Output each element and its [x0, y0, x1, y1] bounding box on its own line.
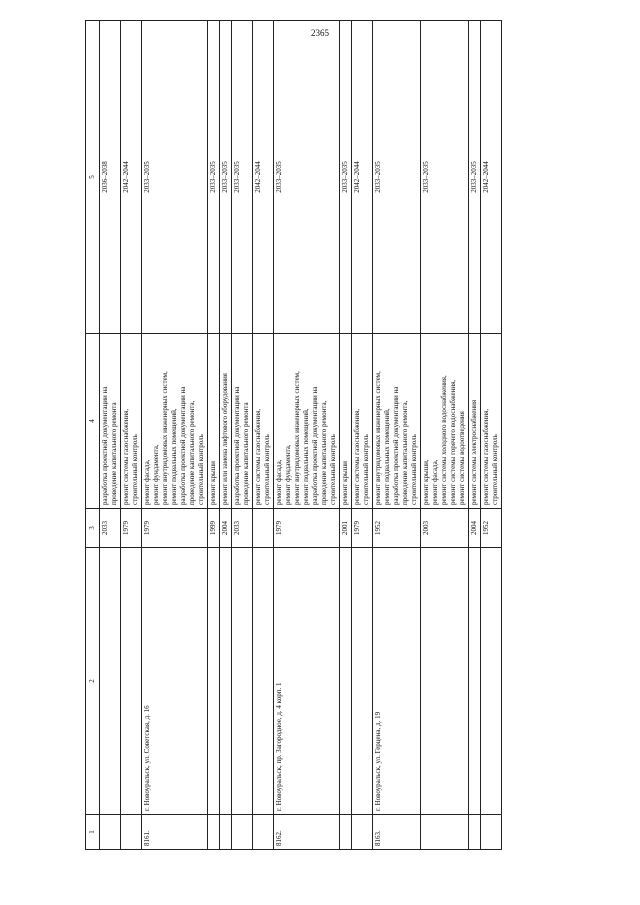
work-description-cell-line: ремонт или замена лифтового оборудования [221, 373, 229, 505]
address-cell [373, 548, 421, 815]
period-cell-line: 2033–2035 [422, 161, 430, 193]
work-description-cell [421, 334, 469, 509]
work-description-cell-line: строительный контроль [491, 434, 499, 505]
table-row [121, 21, 142, 850]
page-number: 2365 [311, 28, 329, 38]
table-row [481, 21, 502, 850]
year-cell [373, 509, 421, 548]
year-cell [253, 509, 274, 548]
address-cell [274, 548, 340, 815]
work-description-cell-line: ремонт системы газоснабжения, [482, 408, 490, 505]
row-number [121, 815, 142, 850]
header-col-4: 4 [86, 334, 100, 509]
period-cell [142, 21, 208, 334]
table-row [373, 21, 421, 850]
capital-repair-table [85, 20, 502, 850]
work-description-cell-line: ремонт системы газоснабжения, [122, 408, 130, 505]
work-description-cell-line: строительный контроль [410, 434, 418, 505]
address-cell [253, 548, 274, 815]
rotated-table-container [85, 20, 590, 850]
row-number [220, 815, 232, 850]
period-cell-line: 2033–2035 [470, 161, 478, 193]
period-cell-line: 2033–2035 [209, 161, 217, 193]
address-cell [469, 548, 481, 815]
address-cell [421, 548, 469, 815]
work-description-cell-line: ремонт подвальных помещений, [302, 408, 310, 505]
period-cell-line: 2033–2035 [341, 161, 349, 193]
period-cell [253, 21, 274, 334]
work-description-cell [253, 334, 274, 509]
row-number [421, 815, 469, 850]
year-cell-line: 2033 [233, 521, 241, 535]
period-cell [340, 21, 352, 334]
period-cell [352, 21, 373, 334]
period-cell-line: 2042–2044 [254, 161, 262, 193]
header-col-3: 3 [86, 509, 100, 548]
work-description-cell-line: ремонт фундамента, [284, 444, 292, 505]
year-cell-line: 2001 [341, 521, 349, 535]
header-col-1: 1 [86, 815, 100, 850]
period-cell-line: 2042–2044 [353, 161, 361, 193]
work-description-cell [220, 334, 232, 509]
row-number [481, 815, 502, 850]
work-description-cell [373, 334, 421, 509]
period-cell-line: 2033–2035 [275, 161, 283, 193]
year-cell-line: 1979 [143, 521, 151, 535]
year-cell-line: 2003 [422, 521, 430, 535]
work-description-cell-line: строительный контроль [329, 434, 337, 505]
row-number-line: 8163. [374, 830, 382, 846]
work-description-cell-line: строительный контроль [197, 434, 205, 505]
year-cell [208, 509, 220, 548]
year-cell-line: 2033 [101, 521, 109, 535]
period-cell [220, 21, 232, 334]
row-number [469, 815, 481, 850]
work-description-cell-line: ремонт фундамента, [152, 444, 160, 505]
year-cell [220, 509, 232, 548]
work-description-cell-line: ремонт крыши, [422, 459, 430, 505]
table-row [142, 21, 208, 850]
work-description-cell-line: разработка проектной документации на [101, 386, 109, 505]
period-cell-line: 2033–2035 [374, 161, 382, 193]
row-number [373, 815, 421, 850]
row-number [340, 815, 352, 850]
work-description-cell [340, 334, 352, 509]
address-cell-line: г. Новоуральск, ул. Герцена, д. 19 [374, 711, 382, 811]
year-cell-line: 1952 [482, 521, 490, 535]
work-description-cell-line: строительный контроль [131, 434, 139, 505]
work-description-cell-line: проведение капитального ремонта [110, 402, 118, 505]
work-description-cell-line: разработка проектной документации на [392, 386, 400, 505]
year-cell [340, 509, 352, 548]
period-cell-line: 2036–2038 [101, 161, 109, 193]
period-cell [469, 21, 481, 334]
year-cell [232, 509, 253, 548]
period-cell-line: 2033–2035 [233, 161, 241, 193]
address-cell [220, 548, 232, 815]
address-cell-line: г. Новоуральск, ул. Советская, д. 16 [143, 705, 151, 811]
address-cell-line: г. Новоуральск, пр. Загородное, д. 4 корп. 1 [275, 682, 283, 811]
header-col-5: 5 [86, 21, 100, 334]
table-row [340, 21, 352, 850]
work-description-cell-line: разработка проектной документации на [179, 386, 187, 505]
work-description-cell [481, 334, 502, 509]
year-cell-line: 1999 [209, 521, 217, 535]
work-description-cell-line: ремонт крыши [209, 461, 217, 505]
work-description-cell-line: ремонт системы газоснабжения, [254, 408, 262, 505]
address-cell [100, 548, 121, 815]
work-description-cell [352, 334, 373, 509]
table-row [208, 21, 220, 850]
work-description-cell-line: ремонт внутридомовых инженерных систем, [374, 371, 382, 505]
work-description-cell-line: ремонт системы водоотведения [458, 411, 466, 505]
address-cell [121, 548, 142, 815]
period-cell [232, 21, 253, 334]
work-description-cell-line: ремонт подвальных помещений, [170, 408, 178, 505]
period-cell [481, 21, 502, 334]
row-number [253, 815, 274, 850]
work-description-cell-line: ремонт фасада, [431, 459, 439, 505]
year-cell-line: 2004 [221, 521, 229, 535]
work-description-cell-line: разработка проектной документации на [311, 386, 319, 505]
period-cell [208, 21, 220, 334]
year-cell [121, 509, 142, 548]
year-cell-line: 1979 [275, 521, 283, 535]
work-description-cell-line: ремонт внутридомовых инженерных систем, [293, 371, 301, 505]
address-cell [142, 548, 208, 815]
row-number [274, 815, 340, 850]
address-cell [208, 548, 220, 815]
work-description-cell [142, 334, 208, 509]
work-description-cell-line: ремонт системы холодного водоснабжения, [440, 375, 448, 505]
address-cell [340, 548, 352, 815]
work-description-cell-line: проведение капитального ремонта [242, 402, 250, 505]
work-description-cell [121, 334, 142, 509]
year-cell [481, 509, 502, 548]
work-description-cell-line: ремонт подвальных помещений, [383, 408, 391, 505]
year-cell [352, 509, 373, 548]
table-row [352, 21, 373, 850]
year-cell [100, 509, 121, 548]
table-row [469, 21, 481, 850]
year-cell [142, 509, 208, 548]
work-description-cell-line: ремонт внутридомовых инженерных систем, [161, 371, 169, 505]
year-cell-line: 1979 [353, 521, 361, 535]
table-row [253, 21, 274, 850]
work-description-cell-line: строительный контроль [263, 434, 271, 505]
row-number [352, 815, 373, 850]
period-cell-line: 2042–2044 [122, 161, 130, 193]
work-description-cell [208, 334, 220, 509]
period-cell-line: 2033–2035 [143, 161, 151, 193]
year-cell [469, 509, 481, 548]
row-number [232, 815, 253, 850]
address-cell [352, 548, 373, 815]
row-number-line: 8161. [143, 830, 151, 846]
table-row [421, 21, 469, 850]
work-description-cell-line: ремонт системы газоснабжения, [353, 408, 361, 505]
header-col-2: 2 [86, 548, 100, 815]
period-cell [100, 21, 121, 334]
work-description-cell-line: ремонт системы электроснабжения [470, 399, 478, 505]
work-description-cell [469, 334, 481, 509]
year-cell-line: 1979 [122, 521, 130, 535]
address-cell [481, 548, 502, 815]
work-description-cell-line: проведение капитального ремонта, [320, 400, 328, 505]
table-row [274, 21, 340, 850]
year-cell-line: 2004 [470, 521, 478, 535]
work-description-cell [100, 334, 121, 509]
row-number [208, 815, 220, 850]
work-description-cell-line: ремонт фасада, [275, 459, 283, 505]
work-description-cell-line: проведение капитального ремонта, [188, 400, 196, 505]
period-cell [121, 21, 142, 334]
year-cell-line: 1952 [374, 521, 382, 535]
period-cell [274, 21, 340, 334]
year-cell [421, 509, 469, 548]
work-description-cell-line: ремонт системы горячего водоснабжения, [449, 379, 457, 505]
work-description-cell [274, 334, 340, 509]
header-row [86, 21, 100, 850]
year-cell [274, 509, 340, 548]
work-description-cell-line: ремонт фасада, [143, 459, 151, 505]
table-body [100, 21, 502, 850]
work-description-cell-line: строительный контроль [362, 434, 370, 505]
table-row [100, 21, 121, 850]
table-row [232, 21, 253, 850]
period-cell-line: 2042–2044 [482, 161, 490, 193]
work-description-cell-line: разработка проектной документации на [233, 386, 241, 505]
work-description-cell [232, 334, 253, 509]
period-cell [421, 21, 469, 334]
row-number [142, 815, 208, 850]
row-number-line: 8162. [275, 830, 283, 846]
work-description-cell-line: ремонт крыши [341, 461, 349, 505]
address-cell [232, 548, 253, 815]
work-description-cell-line: проведение капитального ремонта, [401, 400, 409, 505]
period-cell [373, 21, 421, 334]
table-row [220, 21, 232, 850]
period-cell-line: 2033–2035 [221, 161, 229, 193]
row-number [100, 815, 121, 850]
